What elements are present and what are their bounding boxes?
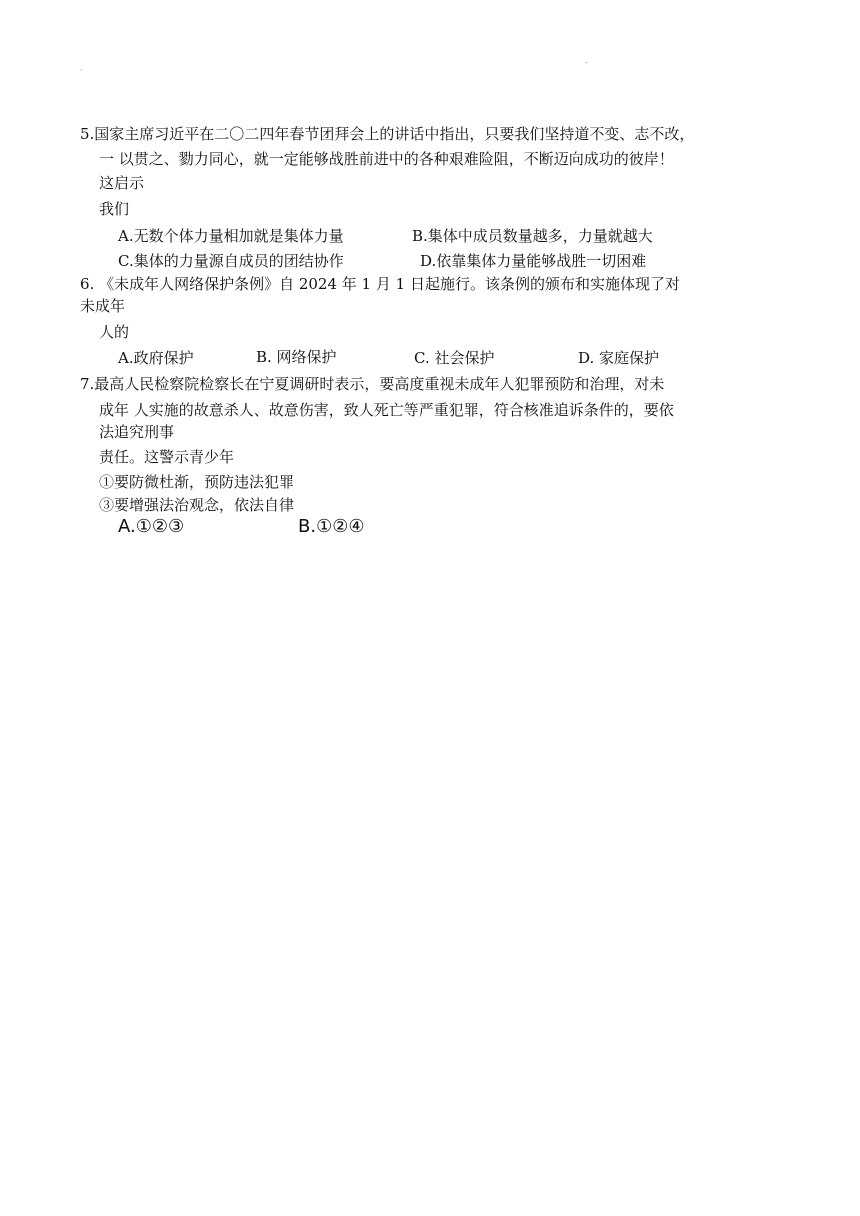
q6-option-d: D. 家庭保护	[578, 349, 660, 367]
q5-option-c: C.集体的力量源自成员的团结协作	[118, 252, 344, 270]
q5-option-a: A.无数个体力量相加就是集体力量	[118, 227, 344, 245]
q6-option-a: A.政府保护	[118, 349, 194, 367]
header-left-mark: ·	[80, 66, 83, 75]
q6-stem-line1: 6. 《未成年人网络保护条例》自 2024 年 1 月 1 日起施行。该条例的颁布和实施体现了对	[80, 275, 680, 293]
q6-stem-line3: 人的	[99, 323, 130, 341]
q5-stem-line4: 我们	[99, 200, 130, 218]
q7-stem-line1: 7.最高人民检察院检察长在宁夏调研时表示，要高度重视未成年人犯罪预防和治理，对未	[80, 375, 665, 393]
header-right-mark: -	[585, 58, 588, 67]
q7-option-b: B.①②④	[298, 516, 365, 537]
q7-option-a: A.①②③	[118, 516, 185, 537]
q7-statement-1: ①要防微杜渐，预防违法犯罪	[99, 473, 295, 491]
q7-stem-line3: 法追究刑事	[99, 423, 175, 441]
q6-option-b: B. 网络保护	[256, 348, 337, 366]
q5-stem-line1: 5.国家主席习近平在二〇二四年春节团拜会上的讲话中指出，只要我们坚持道不变、志不改，	[80, 125, 695, 143]
q7-stem-line2: 成年 人实施的故意杀人、故意伤害，致人死亡等严重犯罪，符合核准追诉条件的，要依	[99, 401, 674, 419]
q5-option-b: B.集体中成员数量越多，力量就越大	[412, 227, 653, 245]
q5-option-d: D.依靠集体力量能够战胜一切困难	[420, 252, 647, 270]
q6-option-c: C. 社会保护	[414, 349, 495, 367]
q5-stem-line3: 这启示	[99, 174, 145, 192]
q7-statement-3: ③要增强法治观念，依法自律	[99, 496, 295, 514]
q7-stem-line4: 责任。这警示青少年	[99, 448, 235, 466]
q5-stem-line2: 一 以贯之、勠力同心，就一定能够战胜前进中的各种艰难险阻，不断迈向成功的彼岸！	[99, 150, 674, 168]
q6-stem-line2: 未成年	[80, 297, 126, 315]
